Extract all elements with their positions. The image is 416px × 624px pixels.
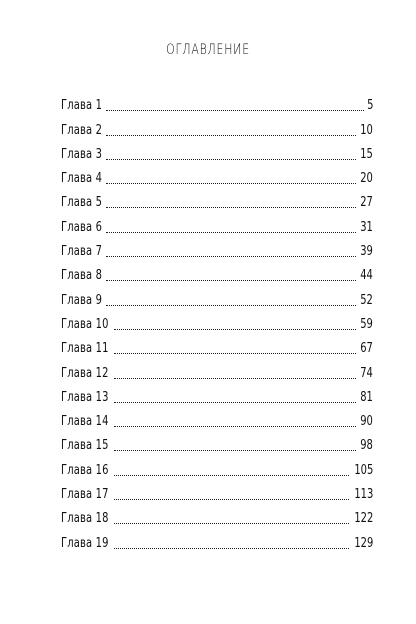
toc-entry-page-number: 44 bbox=[360, 268, 373, 284]
toc-entry-label: Глава 10 bbox=[61, 316, 109, 332]
dot-leader bbox=[106, 207, 356, 208]
dot-leader bbox=[114, 353, 356, 354]
toc-entry bbox=[61, 309, 373, 333]
dot-leader bbox=[114, 426, 356, 427]
toc-list bbox=[61, 90, 373, 552]
dot-leader bbox=[114, 523, 349, 524]
toc-entry-page-number: 129 bbox=[354, 535, 373, 551]
toc-entry-label: Глава 18 bbox=[61, 511, 109, 527]
toc-entry-label: Глава 3 bbox=[61, 146, 103, 162]
toc-entry-label: Глава 17 bbox=[61, 487, 109, 503]
toc-entry bbox=[61, 211, 373, 235]
toc-entry-label: Глава 9 bbox=[61, 292, 103, 308]
toc-entry bbox=[61, 90, 373, 114]
toc-entry-page-number: 81 bbox=[360, 389, 373, 405]
dot-leader bbox=[114, 499, 349, 500]
toc-entry bbox=[61, 114, 373, 138]
toc-entry-page-number: 98 bbox=[360, 438, 373, 454]
dot-leader bbox=[114, 475, 349, 476]
dot-leader bbox=[106, 159, 356, 160]
toc-entry-page-number: 31 bbox=[360, 219, 373, 235]
toc-entry-label: Глава 14 bbox=[61, 414, 109, 430]
toc-entry-page-number: 90 bbox=[360, 414, 373, 430]
toc-entry bbox=[61, 333, 373, 357]
toc-entry-label: Глава 7 bbox=[61, 244, 103, 260]
toc-entry-label: Глава 2 bbox=[61, 122, 103, 138]
dot-leader bbox=[106, 183, 356, 184]
toc-entry-label: Глава 4 bbox=[61, 171, 103, 187]
toc-title: ОГЛАВЛЕНИЕ bbox=[166, 42, 250, 58]
toc-entry-label: Глава 8 bbox=[61, 268, 103, 284]
toc-entry-label: Глава 12 bbox=[61, 365, 109, 381]
toc-entry-page-number: 20 bbox=[360, 171, 373, 187]
toc-entry bbox=[61, 503, 373, 527]
toc-entry-label: Глава 19 bbox=[61, 535, 109, 551]
toc-entry-page-number: 59 bbox=[360, 316, 373, 332]
toc-entry bbox=[61, 406, 373, 430]
toc-entry bbox=[61, 527, 373, 551]
dot-leader bbox=[106, 305, 356, 306]
dot-leader bbox=[106, 256, 356, 257]
toc-entry bbox=[61, 357, 373, 381]
dot-leader bbox=[106, 110, 363, 111]
toc-entry-page-number: 10 bbox=[360, 122, 373, 138]
toc-entry-page-number: 74 bbox=[360, 365, 373, 381]
toc-entry-page-number: 27 bbox=[360, 195, 373, 211]
toc-entry-page-number: 105 bbox=[354, 462, 373, 478]
toc-entry-label: Глава 16 bbox=[61, 462, 109, 478]
toc-entry-page-number: 15 bbox=[360, 146, 373, 162]
toc-entry-page-number: 67 bbox=[360, 341, 373, 357]
dot-leader bbox=[114, 548, 349, 549]
toc-entry bbox=[61, 430, 373, 454]
toc-entry bbox=[61, 163, 373, 187]
toc-entry-page-number: 113 bbox=[354, 487, 373, 503]
dot-leader bbox=[114, 378, 356, 379]
toc-entry bbox=[61, 139, 373, 163]
dot-leader bbox=[114, 450, 356, 451]
toc-entry-page-number: 5 bbox=[366, 98, 373, 114]
toc-entry-label: Глава 15 bbox=[61, 438, 109, 454]
dot-leader bbox=[114, 402, 356, 403]
dot-leader bbox=[106, 135, 356, 136]
dot-leader bbox=[114, 329, 356, 330]
toc-entry-label: Глава 11 bbox=[61, 341, 109, 357]
toc-entry-page-number: 52 bbox=[360, 292, 373, 308]
toc-entry-label: Глава 13 bbox=[61, 389, 109, 405]
toc-entry bbox=[61, 479, 373, 503]
toc-entry-label: Глава 1 bbox=[61, 98, 103, 114]
toc-entry bbox=[61, 382, 373, 406]
toc-entry bbox=[61, 260, 373, 284]
toc-entry-page-number: 39 bbox=[360, 244, 373, 260]
toc-entry bbox=[61, 454, 373, 478]
toc-entry bbox=[61, 187, 373, 211]
toc-entry bbox=[61, 236, 373, 260]
dot-leader bbox=[106, 232, 356, 233]
toc-entry bbox=[61, 284, 373, 308]
toc-entry-page-number: 122 bbox=[354, 511, 373, 527]
toc-entry-label: Глава 5 bbox=[61, 195, 103, 211]
dot-leader bbox=[106, 280, 356, 281]
toc-entry-label: Глава 6 bbox=[61, 219, 103, 235]
